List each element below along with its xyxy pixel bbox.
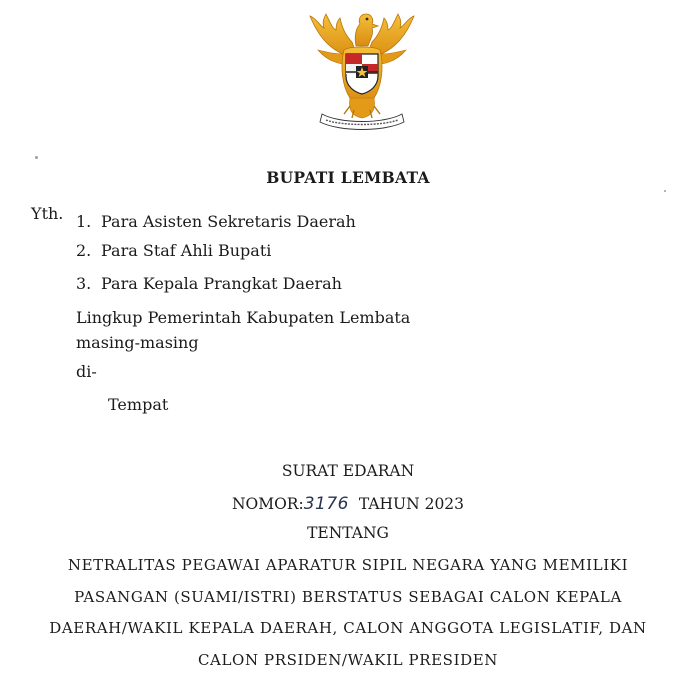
recipient-item (76, 274, 342, 293)
letter-type: SURAT EDARAN (281, 462, 415, 480)
recipient-item (76, 241, 271, 260)
recipient-text: Para Asisten Sekretaris Daerah (101, 212, 356, 231)
about-heading: TENTANG (307, 524, 389, 542)
addressee-place: Tempat (108, 395, 169, 414)
recipient-number: 2. (76, 241, 92, 260)
handwritten-number: 3176 (303, 494, 349, 514)
office-title: BUPATI LEMBATA (266, 168, 430, 187)
subject-line: PASANGAN (SUAMI/ISTRI) BERSTATUS SEBAGAI CALON KEPALA (74, 588, 622, 606)
letter-year: TAHUN 2023 (358, 495, 465, 513)
recipient-number: 1. (76, 212, 92, 231)
subject-line: DAERAH/WAKIL KEPALA DAERAH, CALON ANGGOTA LEGISLATIF, DAN (49, 619, 647, 637)
letter-number (0, 494, 696, 514)
addressee-each: masing-masing (76, 333, 199, 352)
subject-line: NETRALITAS PEGAWAI APARATUR SIPIL NEGARA YANG MEMILIKI (67, 556, 629, 574)
recipient-text: Para Staf Ahli Bupati (101, 241, 272, 260)
recipient-item (76, 212, 356, 231)
scan-speck (664, 190, 666, 192)
number-label: NOMOR: (231, 495, 304, 513)
addressee-prefix: Yth. (31, 204, 64, 223)
scan-speck (35, 156, 38, 159)
garuda-pancasila-emblem (300, 6, 424, 134)
subject-line: CALON PRSIDEN/WAKIL PRESIDEN (197, 651, 498, 669)
addressee-at: di- (76, 362, 97, 381)
recipient-number: 3. (76, 274, 92, 293)
addressee-scope: Lingkup Pemerintah Kabupaten Lembata (76, 308, 411, 327)
recipient-text: Para Kepala Prangkat Daerah (101, 274, 342, 293)
